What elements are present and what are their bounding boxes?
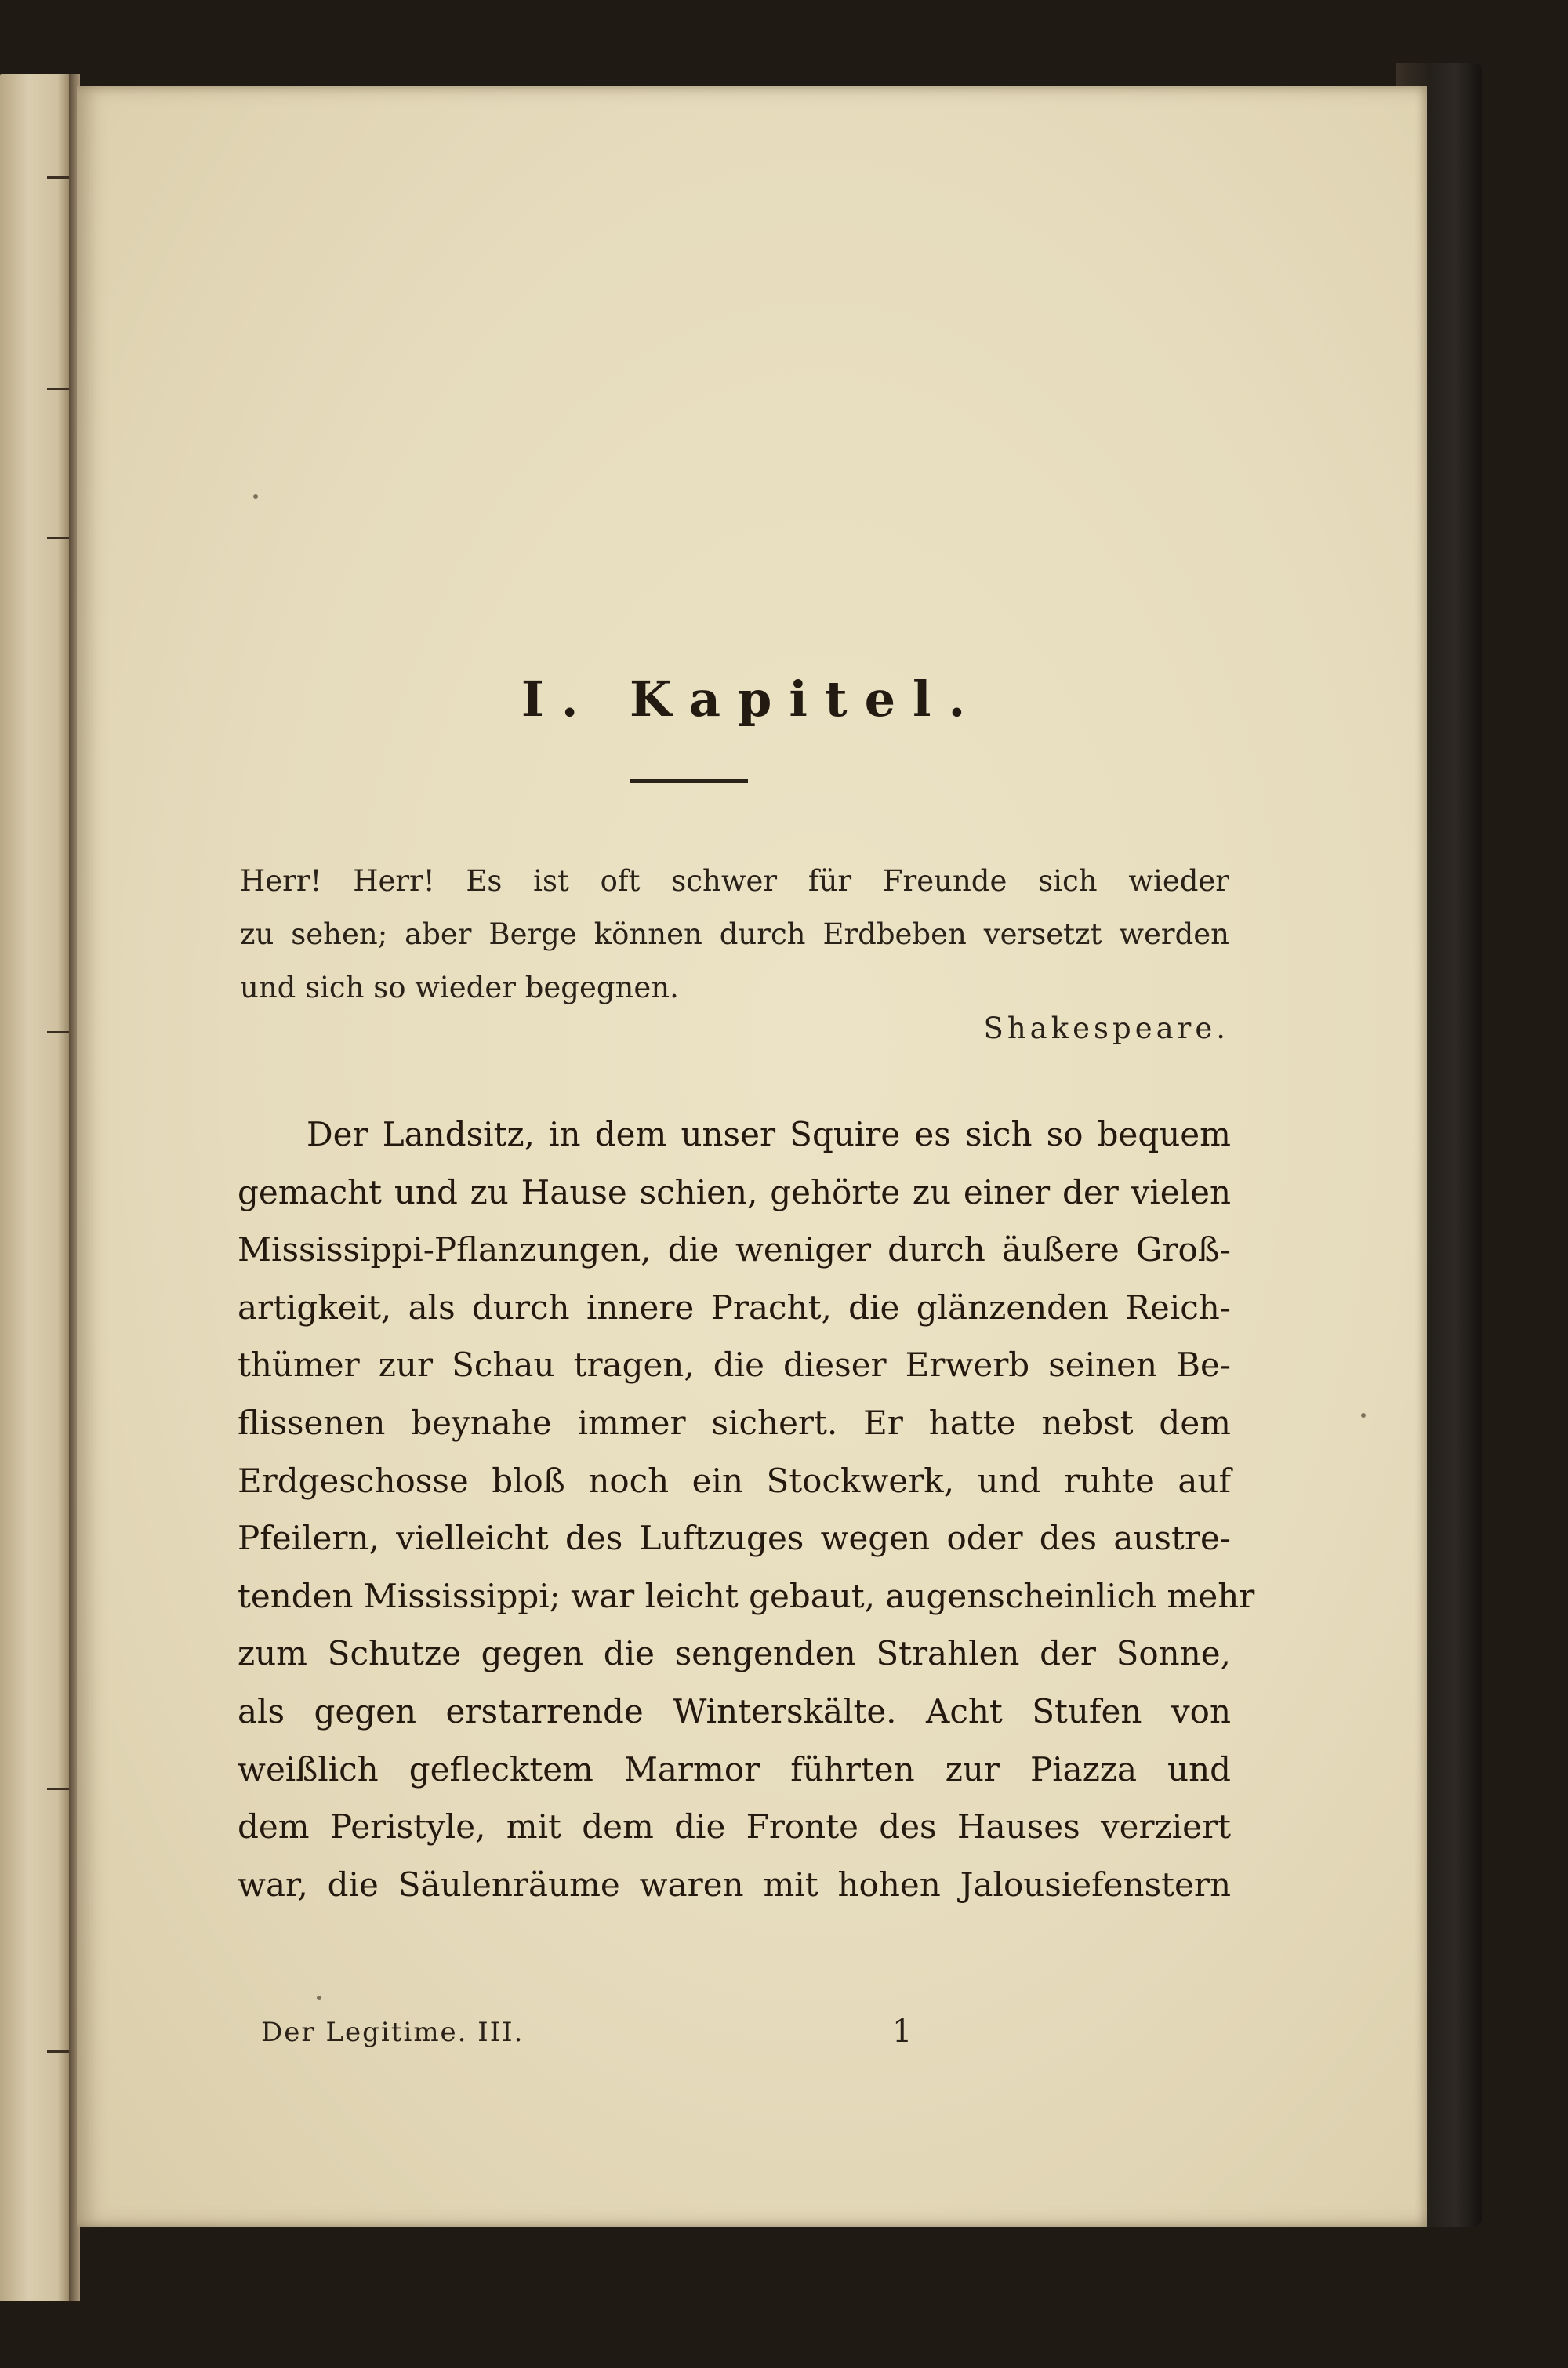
body-text <box>238 1106 1255 1913</box>
chapter-title: I. Kapitel. <box>521 670 983 728</box>
body-line: Mississippi-Pflanzungen, die weniger durch äußere Groß- <box>238 1230 1231 1269</box>
epigraph-line: zu sehen; aber Berge können durch Erdbeben versetzt werden <box>240 917 1229 951</box>
edge-mark <box>47 1031 69 1033</box>
body-line: war, die Säulenräume waren mit hohen Jalousiefenstern <box>238 1865 1231 1904</box>
body-line: zum Schutze gegen die sengenden Strahlen der Sonne, <box>238 1634 1231 1673</box>
body-line: Erdgeschosse bloß noch ein Stockwerk, und ruhte auf <box>238 1461 1231 1500</box>
paper-speck <box>1361 1413 1366 1418</box>
edge-mark <box>47 2050 69 2053</box>
epigraph-source: Shakespeare. <box>983 1011 1229 1045</box>
epigraph-line: Herr! Herr! Es ist oft schwer für Freunde sich wieder <box>240 864 1229 898</box>
epigraph <box>240 855 1229 1015</box>
edge-mark <box>47 176 69 179</box>
body-line: weißlich geflecktem Marmor führten zur Piazza und <box>238 1749 1231 1789</box>
title-rule <box>630 779 748 783</box>
body-line: dem Peristyle, mit dem die Fronte des Hauses verziert <box>238 1807 1231 1847</box>
book-page <box>77 86 1427 2227</box>
body-line: tenden Mississippi; war leicht gebaut, augenscheinlich mehr <box>238 1576 1255 1615</box>
body-line: flissenen beynahe immer sichert. Er hatte nebst dem <box>238 1403 1231 1442</box>
body-line: Der Landsitz, in dem unser Squire es sich so bequem <box>307 1115 1231 1153</box>
paper-speck <box>317 1996 321 2000</box>
paper-speck <box>253 494 258 499</box>
body-line: Pfeilern, vielleicht des Luftzuges wegen oder des austre- <box>238 1519 1231 1558</box>
signature-folio: 1 <box>892 2014 913 2050</box>
epigraph-line: und sich so wieder begegnen. <box>240 971 679 1004</box>
edge-mark <box>47 537 69 539</box>
previous-page-edge <box>0 74 72 2301</box>
edge-mark <box>47 388 69 390</box>
body-line: artigkeit, als durch innere Pracht, die glänzenden Reich- <box>238 1288 1231 1327</box>
body-line: thümer zur Schau tragen, die dieser Erwerb seinen Be- <box>238 1346 1231 1385</box>
printer-signature: Der Legitime. III. <box>261 2017 524 2048</box>
body-line: gemacht und zu Hause schien, gehörte zu einer der vielen <box>238 1172 1231 1211</box>
body-line: als gegen erstarrende Winterskälte. Acht Stufen von <box>238 1691 1231 1731</box>
edge-mark <box>47 1788 69 1790</box>
